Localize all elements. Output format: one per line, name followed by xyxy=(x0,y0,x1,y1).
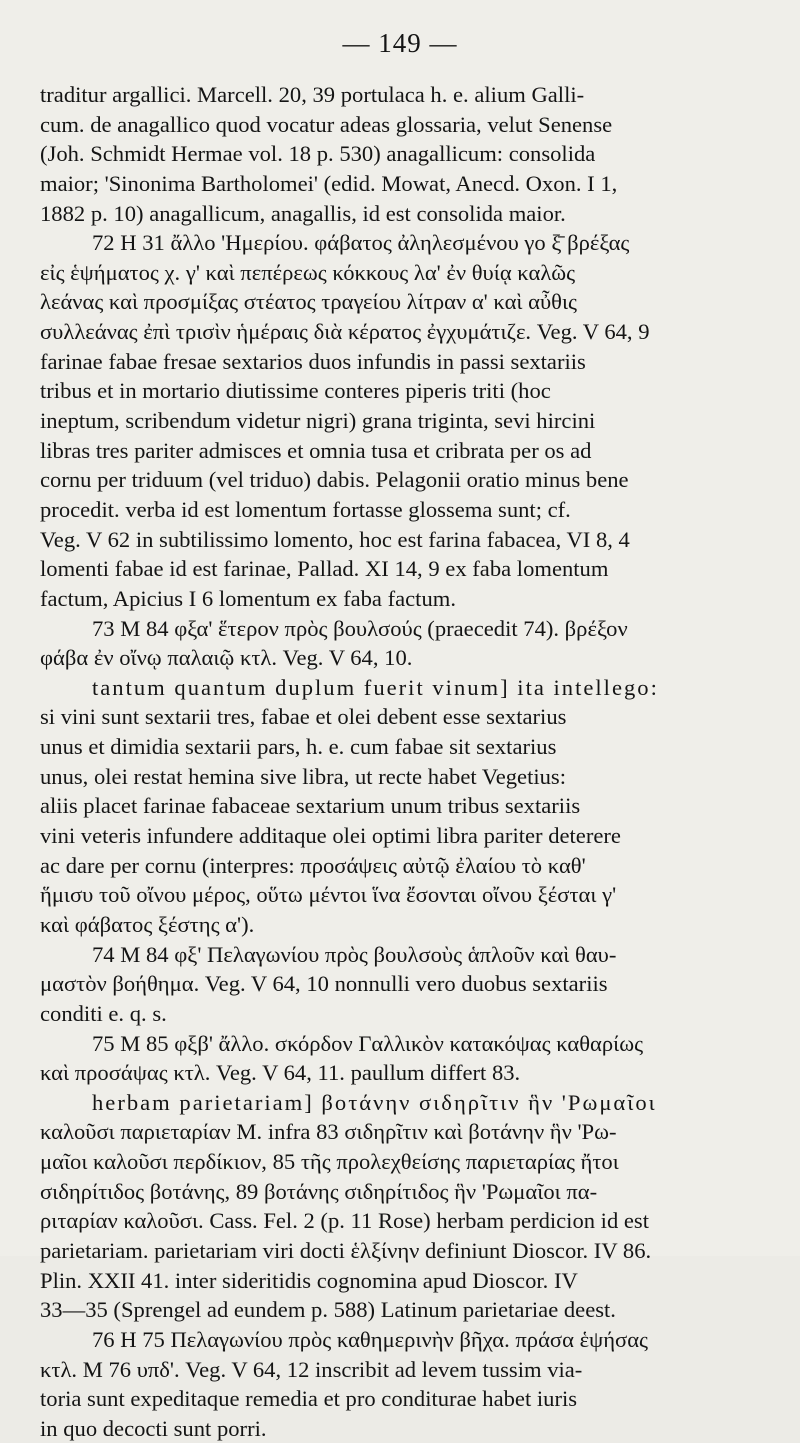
text-line: καὶ προσάψας κτλ. Veg. V 64, 11. paullum differt 83. xyxy=(40,1060,521,1086)
page-number-header: — 149 — xyxy=(342,28,458,58)
lemma-line: tantum quantum duplum fuerit vinum] ita intellego: xyxy=(92,674,659,700)
text-line: ac dare per cornu (interpres: προσάψεις αὐτῷ ἐλαίου τὸ καθ' xyxy=(40,852,586,878)
entry-72-line: 72 H 31 ἄλλο 'Ημερίου. φάβατος ἀληλεσμένου γο ξ̄ βρέξας xyxy=(92,230,630,256)
text-line: procedit. verba id est lomentum fortasse glossema sunt; cf. xyxy=(40,496,571,522)
text-line: farinae fabae fresae sextarios duos infundis in passi sextariis xyxy=(40,348,586,374)
text-line: σιδηρίτιδος βοτάνης, 89 βοτάνης σιδηρίτιδος ἣν 'Ρωμαῖοι πα- xyxy=(40,1178,598,1204)
text-line: lomenti fabae id est farinae, Pallad. XI 14, 9 ex faba lomentum xyxy=(40,556,609,582)
text-line: Plin. XXII 41. inter sideritidis cognomina apud Dioscor. IV xyxy=(40,1267,578,1293)
text-line: in quo decocti sunt porri. xyxy=(40,1415,267,1441)
text-line: ριταρίαν καλοῦσι. Cass. Fel. 2 (p. 11 Rose) herbam perdicion id est xyxy=(40,1208,650,1234)
text-line: unus et dimidia sextarii pars, h. e. cum fabae sit sextarius xyxy=(40,734,557,760)
text-line: cornu per triduum (vel triduo) dabis. Pelagonii oratio minus bene xyxy=(40,467,629,493)
entry-76-line: 76 H 75 Πελαγωνίου πρὸς καθημερινὴν βῆχα. πράσα ἑψήσας xyxy=(92,1326,648,1352)
text-line: φάβα ἐν οἴνῳ παλαιῷ κτλ. Veg. V 64, 10. xyxy=(40,645,413,671)
text-line: vini veteris infundere additaque olei optimi libra pariter deterere xyxy=(40,823,621,849)
text-line: traditur argallici. Marcell. 20, 39 portulaca h. e. alium Galli- xyxy=(40,82,585,107)
text-line: maior; 'Sinonima Bartholomei' (edid. Mowat, Anecd. Oxon. I 1, xyxy=(40,170,618,196)
text-body xyxy=(40,80,790,1443)
text-line: 1882 p. 10) anagallicum, anagallis, id est consolida maior. xyxy=(40,200,566,226)
entry-73-line: 73 M 84 φξα' ἕτερον πρὸς βουλσούς (praecedit 74). βρέξον xyxy=(92,615,628,641)
text-line: ineptum, scribendum videtur nigri) grana triginta, sevi hircini xyxy=(40,408,596,434)
text-line: μαῖοι καλοῦσι περδίκιον, 85 τῆς προλεχθείσης παριεταρίας ἤτοι xyxy=(40,1149,619,1175)
text-line: συλλεάνας ἐπὶ τρισὶν ἡμέραις διὰ κέρατος ἐγχυμάτιζε. Veg. V 64, 9 xyxy=(40,319,650,345)
text-line: Veg. V 62 in subtilissimo lomento, hoc est farina fabacea, VI 8, 4 xyxy=(40,526,630,552)
text-line: libras tres pariter admisces et omnia tusa et cribrata per os ad xyxy=(40,437,592,463)
text-line: factum, Apicius I 6 lomentum ex faba factum. xyxy=(40,585,456,611)
text-line: μαστὸν βοήθημα. Veg. V 64, 10 nonnulli vero duobus sextariis xyxy=(40,971,608,997)
text-line: si vini sunt sextarii tres, fabae et olei debent esse sextarius xyxy=(40,704,567,730)
text-line: κτλ. M 76 υπδ'. Veg. V 64, 12 inscribit ad levem tussim via- xyxy=(40,1356,583,1382)
text-line: εἰς ἑψήματος χ. γ' καὶ πεπέρεως κόκκους λα' ἐν θυίᾳ καλῶς xyxy=(40,259,576,285)
entry-74-line: 74 M 84 φξ' Πελαγωνίου πρὸς βουλσοὺς ἁπλοῦν καὶ θαυ- xyxy=(92,941,617,967)
text-line: unus, olei restat hemina sive libra, ut recte habet Vegetius: xyxy=(40,763,566,789)
entry-75-line: 75 M 85 φξβ' ἄλλο. σκόρδον Γαλλικὸν κατακόψας καθαρίως xyxy=(92,1030,644,1056)
text-line: ἥμισυ τοῦ οἴνου μέρος, οὕτω μέντοι ἵνα ἔσονται οἴνου ξέσται γ' xyxy=(40,882,617,908)
text-line: conditi e. q. s. xyxy=(40,1000,167,1026)
text-line: toria sunt expeditaque remedia et pro conditurae habet iuris xyxy=(40,1386,578,1412)
text-line: λεάνας καὶ προσμίξας στέατος τραγείου λίτραν α' καὶ αὖθις xyxy=(40,289,578,315)
lemma-line: herbam parietariam] βοτάνην σιδηρῖτιν ἣν 'Ρωμαῖοι xyxy=(92,1089,657,1115)
text-line: 33—35 (Sprengel ad eundem p. 588) Latinum parietariae deest. xyxy=(40,1297,616,1323)
text-line: (Joh. Schmidt Hermae vol. 18 p. 530) anagallicum: consolida xyxy=(40,141,596,167)
text-line: parietariam. parietariam viri docti ἑλξίνην definiunt Dioscor. IV 86. xyxy=(40,1237,652,1263)
text-line: καὶ φάβατος ξέστης α'). xyxy=(40,911,255,937)
text-line: tribus et in mortario diutissime conteres piperis triti (hoc xyxy=(40,378,551,404)
text-line: aliis placet farinae fabaceae sextarium unum tribus sextariis xyxy=(40,793,581,819)
text-line: καλοῦσι παριεταρίαν M. infra 83 σιδηρῖτιν καὶ βοτάνην ἣν 'Ρω- xyxy=(40,1119,617,1145)
text-line: cum. de anagallico quod vocatur adeas glossaria, velut Senense xyxy=(40,111,613,137)
